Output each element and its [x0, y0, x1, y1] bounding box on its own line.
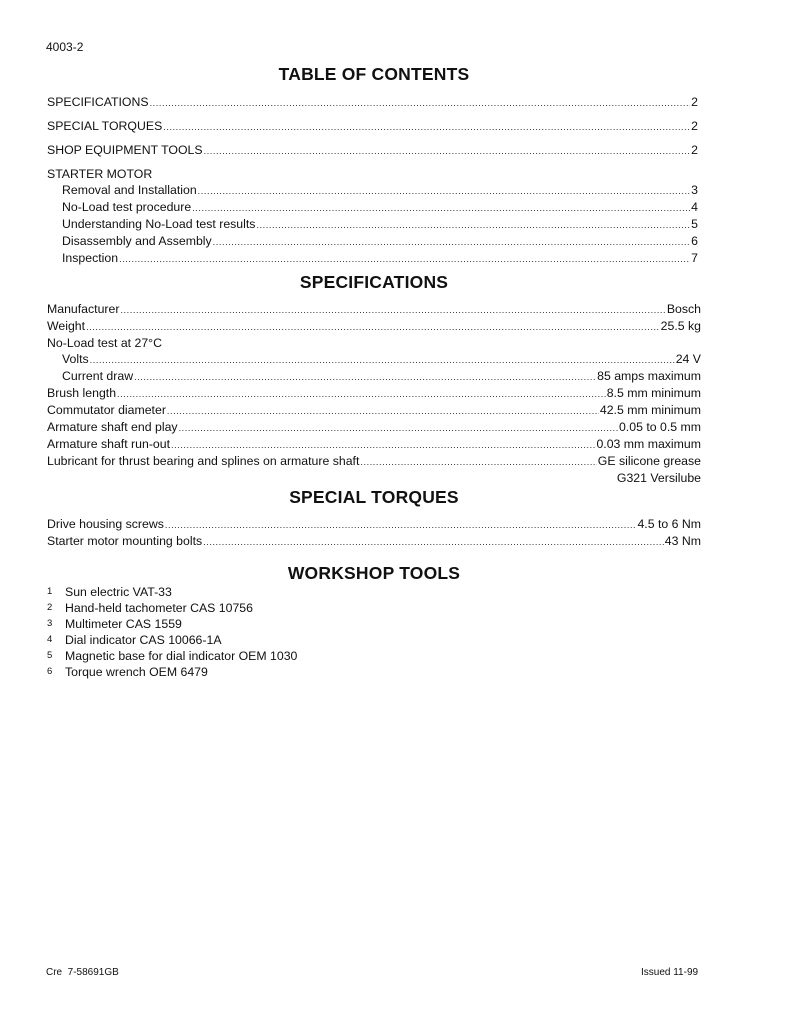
- dot-leader: [119, 250, 690, 267]
- workshop-tools-title: WORKSHOP TOOLS: [287, 563, 461, 583]
- list-item-number: 5: [47, 650, 53, 661]
- list-item-text: Torque wrench OEM 6479: [65, 665, 208, 679]
- toc-entry-label: SPECIFICATIONS: [47, 95, 149, 109]
- dot-leader: [213, 233, 690, 250]
- spec-label: Commutator diameter: [47, 403, 166, 417]
- toc-entry-page: 4: [691, 200, 698, 214]
- spec-value: 42.5 mm minimum: [599, 403, 701, 417]
- spec-label: Manufacturer: [47, 302, 120, 316]
- page-number: 4003-2: [46, 40, 84, 54]
- dot-leader: [165, 516, 637, 533]
- toc-title: TABLE OF CONTENTS: [278, 64, 470, 84]
- footer-issue-date: Issued 11-99: [641, 967, 699, 978]
- toc-main-list: [47, 94, 698, 267]
- special-torques-title: SPECIAL TORQUES: [289, 487, 459, 507]
- list-item-number: 3: [47, 618, 53, 629]
- spec-value: GE silicone grease: [597, 454, 701, 468]
- spec-armature-run-out: [47, 436, 701, 453]
- list-item-text: Dial indicator CAS 10066-1A: [65, 633, 222, 647]
- specifications-list: [47, 301, 701, 486]
- toc-entry-inspection: [47, 250, 698, 267]
- dot-leader: [198, 182, 690, 199]
- dot-leader: [203, 533, 664, 550]
- spec-weight: [47, 318, 701, 335]
- spec-value: 24 V: [675, 352, 701, 366]
- spec-commutator-diameter: [47, 402, 701, 419]
- spec-label: Armature shaft run-out: [47, 437, 171, 451]
- toc-starter-motor-heading: STARTER MOTOR: [47, 167, 153, 181]
- spec-manufacturer: [47, 301, 701, 318]
- list-item-text: Multimeter CAS 1559: [65, 617, 182, 631]
- list-item-number: 1: [47, 586, 53, 597]
- list-item: [47, 632, 698, 648]
- torque-label: Drive housing screws: [47, 517, 164, 531]
- list-item-number: 6: [47, 666, 53, 677]
- specifications-title: SPECIFICATIONS: [299, 272, 449, 292]
- spec-value: 85 amps maximum: [597, 369, 701, 383]
- toc-entry-page: 2: [691, 119, 698, 133]
- spec-lubricant-line2: G321 Versilube: [616, 471, 701, 485]
- list-item: [47, 600, 698, 616]
- list-item: [47, 664, 698, 680]
- dot-leader: [167, 402, 599, 419]
- torque-label: Starter motor mounting bolts: [47, 534, 203, 548]
- toc-entry-label: SHOP EQUIPMENT TOOLS: [47, 143, 203, 157]
- dot-leader: [86, 318, 660, 335]
- spec-no-load-heading: No-Load test at 27°C: [47, 336, 162, 350]
- spec-label: Volts: [62, 352, 89, 366]
- list-item-number: 2: [47, 602, 53, 613]
- dot-leader: [120, 301, 665, 318]
- list-item: [47, 648, 698, 664]
- spec-label: Lubricant for thrust bearing and splines on armature shaft: [47, 454, 360, 468]
- spec-lubricant: [47, 453, 701, 470]
- toc-entry-no-load-procedure: [47, 199, 698, 216]
- spec-label: Brush length: [47, 386, 117, 400]
- spec-value: 25.5 kg: [660, 319, 701, 333]
- toc-entry-disassembly: [47, 233, 698, 250]
- spec-value: 8.5 mm minimum: [606, 386, 701, 400]
- list-item-number: 4: [47, 634, 53, 645]
- toc-entry-label: SPECIAL TORQUES: [47, 119, 163, 133]
- toc-entry-page: 5: [691, 217, 698, 231]
- toc-entry-label: Inspection: [62, 251, 119, 265]
- dot-leader: [150, 94, 691, 111]
- spec-current-draw: [47, 368, 701, 385]
- dot-leader: [256, 216, 690, 233]
- torque-value: 43 Nm: [664, 534, 701, 548]
- toc-entry-specifications: [47, 94, 698, 111]
- toc-entry-page: 2: [691, 143, 698, 157]
- dot-leader: [360, 453, 596, 470]
- toc-entry-page: 2: [691, 95, 698, 109]
- spec-label: Weight: [47, 319, 86, 333]
- dot-leader: [192, 199, 690, 216]
- toc-entry-special-torques: [47, 118, 698, 135]
- toc-entry-page: 6: [691, 234, 698, 248]
- toc-entry-label: Removal and Installation: [62, 183, 197, 197]
- list-item-text: Sun electric VAT-33: [65, 585, 172, 599]
- toc-entry-no-load-results: [47, 216, 698, 233]
- torque-drive-housing: [47, 516, 701, 533]
- dot-leader: [134, 368, 596, 385]
- list-item: [47, 616, 698, 632]
- spec-label: Armature shaft end play: [47, 420, 178, 434]
- spec-value: 0.05 to 0.5 mm: [618, 420, 701, 434]
- toc-entry-shop-equipment-tools: [47, 142, 698, 159]
- list-item-text: Hand-held tachometer CAS 10756: [65, 601, 253, 615]
- toc-entry-label: Disassembly and Assembly: [62, 234, 212, 248]
- toc-entry-removal: [47, 182, 698, 199]
- spec-brush-length: [47, 385, 701, 402]
- spec-label: Current draw: [62, 369, 134, 383]
- toc-entry-page: 3: [691, 183, 698, 197]
- spec-volts: [47, 351, 701, 368]
- special-torques-list: [47, 516, 701, 550]
- dot-leader: [163, 118, 690, 135]
- spec-armature-end-play: [47, 419, 701, 436]
- workshop-tools-list: [47, 584, 698, 680]
- toc-entry-page: 7: [691, 251, 698, 265]
- dot-leader: [204, 142, 691, 159]
- spec-value: 0.03 mm maximum: [596, 437, 701, 451]
- spec-value: Bosch: [666, 302, 701, 316]
- toc-entry-label: Understanding No-Load test results: [62, 217, 256, 231]
- list-item: [47, 584, 698, 600]
- dot-leader: [179, 419, 618, 436]
- torque-mounting-bolts: [47, 533, 701, 550]
- footer-document-code: Cre 7-58691GB: [46, 967, 119, 978]
- dot-leader: [171, 436, 595, 453]
- toc-entry-label: No-Load test procedure: [62, 200, 192, 214]
- list-item-text: Magnetic base for dial indicator OEM 1030: [65, 649, 298, 663]
- dot-leader: [90, 351, 675, 368]
- dot-leader: [117, 385, 606, 402]
- torque-value: 4.5 to 6 Nm: [637, 517, 701, 531]
